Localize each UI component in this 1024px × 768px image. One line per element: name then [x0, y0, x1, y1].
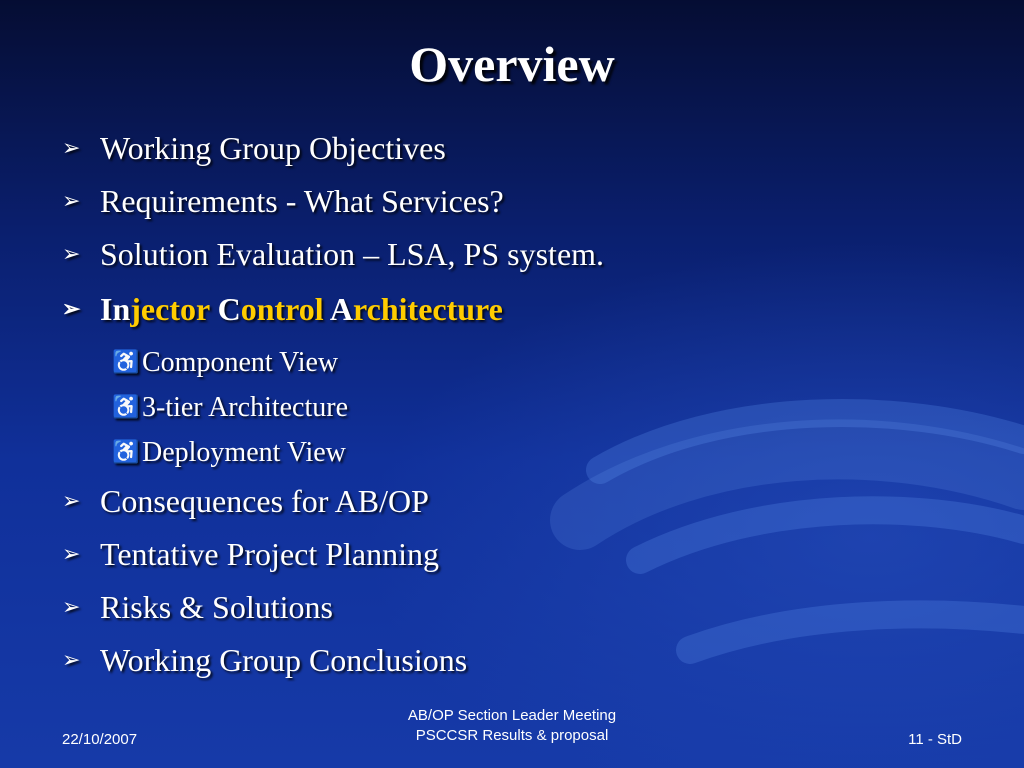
arrow-bullet-icon: ➢ [62, 135, 81, 160]
bullet-consequences [62, 481, 429, 521]
footer-center [362, 706, 662, 746]
bullet-label-highlight: rchitecture [353, 291, 503, 327]
arrow-bullet-icon: ➢ [62, 594, 81, 619]
bullet-label-part: In [100, 291, 131, 327]
bullet-working-group-objectives [62, 128, 446, 168]
sub-bullet-component-view [112, 344, 338, 381]
footer-meeting-title: AB/OP Section Leader Meeting [407, 707, 617, 724]
bullet-label: Solution Evaluation – LSA, PS system. [100, 236, 605, 272]
bullet-requirements [62, 181, 504, 221]
bullet-label-highlight: jector [130, 291, 218, 327]
sub-bullet-label: Component View [142, 347, 339, 378]
bullet-label-part: A [329, 291, 354, 327]
sub-bullet-label: Deployment View [142, 437, 346, 468]
arrow-bullet-icon: ➢ [62, 488, 81, 513]
footer-page-number: 11 - StD [908, 731, 962, 748]
bullet-label-highlight: ontrol [240, 291, 330, 327]
arrow-bullet-icon: ➢ [62, 188, 81, 213]
bullet-working-group-conclusions [62, 640, 467, 680]
footer-date: 22/10/2007 [62, 731, 138, 748]
bullet-label-part: C [217, 291, 241, 327]
bullet-label: Tentative Project Planning [100, 536, 440, 572]
bullet-label: Consequences for AB/OP [100, 483, 429, 519]
footer-subtitle: PSCCSR Results & proposal [415, 727, 609, 744]
bullet-label: Requirements - What Services? [100, 183, 504, 219]
arrow-bullet-icon: ➢ [62, 647, 81, 672]
sub-bullet-3-tier-architecture [112, 389, 348, 426]
arrow-bullet-icon: ➢ [62, 241, 81, 266]
arrow-bullet-icon: ➢ [62, 296, 81, 321]
bullet-label: Working Group Conclusions [100, 642, 468, 678]
arrow-bullet-icon: ➢ [62, 541, 81, 566]
sub-bullet-icon: ♿ [112, 439, 140, 464]
bullet-label: Risks & Solutions [100, 589, 333, 625]
bullet-tentative-planning [62, 534, 439, 574]
sub-bullet-deployment-view [112, 434, 346, 471]
sub-bullet-icon: ♿ [112, 349, 140, 374]
bullet-injector-control-architecture [62, 289, 503, 329]
bullet-risks-solutions [62, 587, 333, 627]
slide-title: Overview [409, 36, 615, 92]
sub-bullet-label: 3-tier Architecture [142, 392, 349, 423]
bullet-label: Working Group Objectives [100, 130, 446, 166]
sub-bullet-icon: ♿ [112, 394, 140, 419]
bullet-solution-evaluation [62, 234, 604, 274]
